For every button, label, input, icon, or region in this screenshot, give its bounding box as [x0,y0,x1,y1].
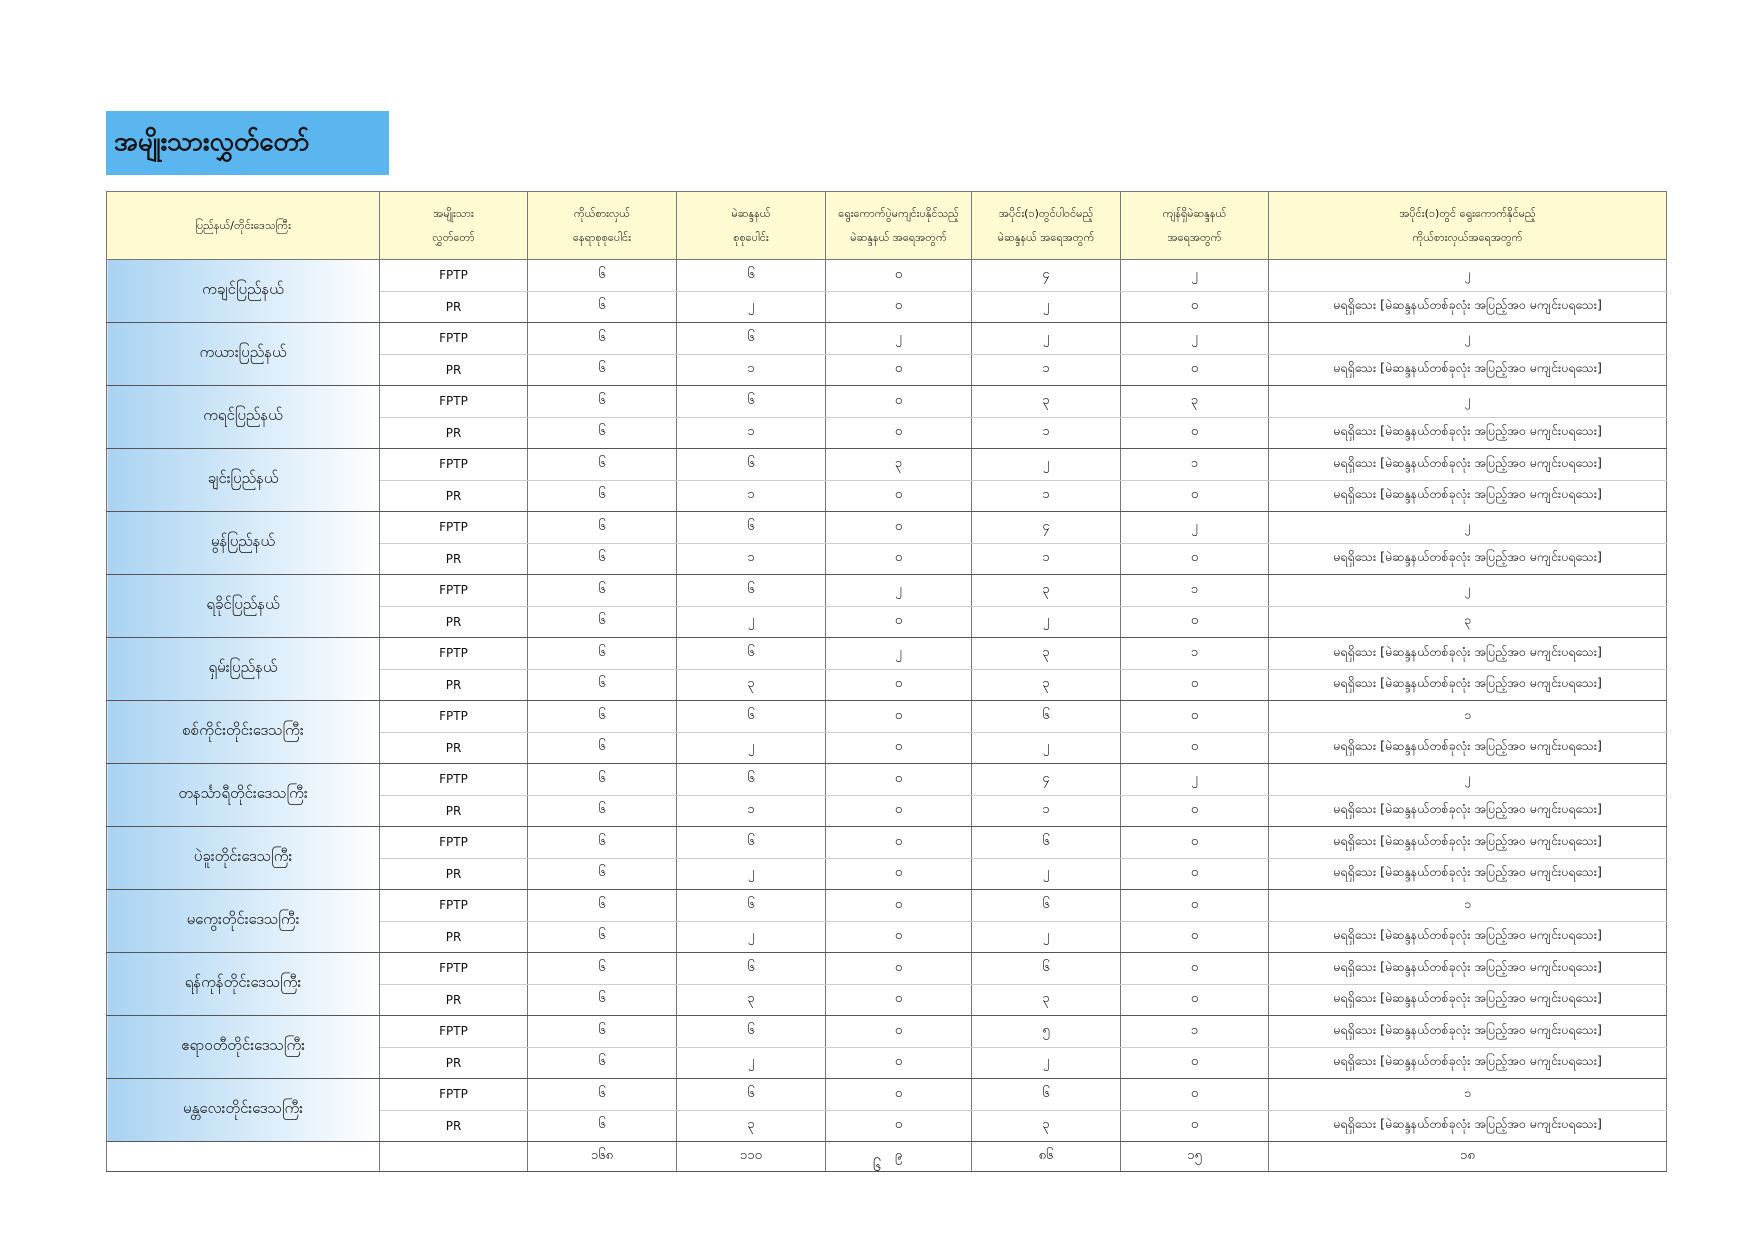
table-cell: ၆ [677,953,826,985]
table-cell: ၆ [528,827,677,859]
table-cell: ၀ [1121,291,1269,323]
region-name: ချင်းပြည်နယ် [107,449,380,512]
table-cell: ၆ [528,449,677,481]
table-cell: ၆ [528,921,677,953]
table-row [107,890,1667,922]
region-name: ကချင်ပြည်နယ် [107,260,380,323]
table-cell: ၆ [528,953,677,985]
table-cell: ၀ [1121,953,1269,985]
column-header-line: ကျန်ရှိမဲဆန္ဒနယ် [1162,206,1227,220]
table-cell: ၆ [528,984,677,1016]
table-cell: ၄ [972,764,1121,796]
column-header-line: အပိုင်း(၁)တွင် ရွေးကောက်နိုင်မည့် [1399,206,1536,220]
seats-remark: ၂ [1269,575,1667,607]
table-cell: ၂ [972,858,1121,890]
column-header-line: အပိုင်း(၁)တွင်ပါဝင်မည့် [998,206,1094,220]
table-cell: ၃ [972,386,1121,418]
table-cell: ၃ [677,669,826,701]
table-cell: ၀ [1121,827,1269,859]
electoral-system: FPTP [380,701,528,733]
table-row [107,575,1667,607]
table-cell: ၂ [1121,764,1269,796]
table-cell: ၂ [826,638,972,670]
column-header [107,192,380,260]
table-cell: ၆ [972,890,1121,922]
table-cell: ၆ [528,732,677,764]
table-cell: ၆ [972,701,1121,733]
table-cell: ၆ [677,890,826,922]
table-cell: ၆ [677,386,826,418]
table-cell: ၆ [528,354,677,386]
seats-remark: မရရှိသေး [မဲဆန္ဒနယ်တစ်ခုလုံး အပြည့်အဝ မကျင်းပရသေး] [1269,984,1667,1016]
table-cell: ၀ [826,858,972,890]
column-header-line: မဲဆန္ဒနယ် [731,206,771,220]
table-cell: ၀ [1121,984,1269,1016]
table-cell: ၁ [972,795,1121,827]
table-cell: ၂ [972,1047,1121,1079]
table-cell: ၀ [1121,606,1269,638]
constituency-table [106,191,1667,1172]
table-cell: ၀ [1121,1047,1269,1079]
table-cell: ၆ [677,638,826,670]
table-cell: ၀ [1121,732,1269,764]
table-cell: ၂ [826,575,972,607]
total-cell: ၁၆၈ [528,1142,677,1172]
table-cell: ၆ [528,260,677,292]
table-cell: ၁ [972,480,1121,512]
table-cell: ၁ [972,543,1121,575]
table-cell: ၃ [677,984,826,1016]
seats-remark: ၂ [1269,260,1667,292]
table-cell: ၀ [826,1016,972,1048]
table-cell: ၆ [677,323,826,355]
table-cell: ၆ [528,701,677,733]
table-row [107,764,1667,796]
table-cell: ၅ [972,1016,1121,1048]
table-cell: ၃ [826,449,972,481]
table-body [107,260,1667,1172]
electoral-system: FPTP [380,638,528,670]
electoral-system: PR [380,606,528,638]
table-cell: ၆ [528,890,677,922]
table-row [107,449,1667,481]
table-cell: ၁ [677,795,826,827]
seats-remark: မရရှိသေး [မဲဆန္ဒနယ်တစ်ခုလုံး အပြည့်အဝ မကျင်းပရသေး] [1269,543,1667,575]
table-cell: ၃ [972,575,1121,607]
region-name: ကရင်ပြည်နယ် [107,386,380,449]
table-cell: ၁ [677,417,826,449]
table-cell: ၂ [972,732,1121,764]
table-cell: ၆ [528,764,677,796]
table-cell: ၀ [826,386,972,418]
table-cell: ၆ [528,1110,677,1142]
table-cell: ၂ [1121,260,1269,292]
total-cell: ၁၈ [1269,1142,1667,1172]
column-header-line: ကိုယ်စားလှယ် [574,206,630,220]
table-cell: ၀ [1121,921,1269,953]
electoral-system: PR [380,480,528,512]
electoral-system: FPTP [380,449,528,481]
seats-remark: မရရှိသေး [မဲဆန္ဒနယ်တစ်ခုလုံး အပြည့်အဝ မကျင်းပရသေး] [1269,669,1667,701]
total-cell: ၁၅ [1121,1142,1269,1172]
seats-remark: မရရှိသေး [မဲဆန္ဒနယ်တစ်ခုလုံး အပြည့်အဝ မကျင်းပရသေး] [1269,449,1667,481]
table-cell: ၆ [972,827,1121,859]
table-cell: ၂ [677,732,826,764]
table-cell: ၆ [677,512,826,544]
table-row [107,701,1667,733]
table-cell: ၆ [528,669,677,701]
seats-remark: မရရှိသေး [မဲဆန္ဒနယ်တစ်ခုလုံး အပြည့်အဝ မကျင်းပရသေး] [1269,732,1667,764]
region-name: ပဲခူးတိုင်းဒေသကြီး [107,827,380,890]
column-header [1121,192,1269,260]
table-cell: ၀ [1121,1110,1269,1142]
table-cell: ၆ [528,606,677,638]
table-cell: ၀ [826,1110,972,1142]
total-cell: ၁၁၀ [677,1142,826,1172]
electoral-system: PR [380,858,528,890]
seats-remark: မရရှိသေး [မဲဆန္ဒနယ်တစ်ခုလုံး အပြည့်အဝ မကျင်းပရသေး] [1269,921,1667,953]
seats-remark: ၃ [1269,606,1667,638]
table-cell: ၆ [528,417,677,449]
electoral-system: PR [380,921,528,953]
table-cell: ၀ [826,1079,972,1111]
table-cell: ၀ [1121,669,1269,701]
table-row [107,1016,1667,1048]
seats-remark: မရရှိသေး [မဲဆန္ဒနယ်တစ်ခုလုံး အပြည့်အဝ မကျင်းပရသေး] [1269,795,1667,827]
electoral-system: FPTP [380,827,528,859]
table-cell: ၃ [972,638,1121,670]
region-name: မကွေးတိုင်းဒေသကြီး [107,890,380,953]
table-cell: ၂ [677,606,826,638]
table-cell: ၃ [972,984,1121,1016]
table-cell: ၃ [1121,386,1269,418]
electoral-system: FPTP [380,575,528,607]
electoral-system: PR [380,1047,528,1079]
table-cell: ၀ [826,417,972,449]
table-cell: ၀ [1121,795,1269,827]
electoral-system: FPTP [380,323,528,355]
table-cell: ၁ [972,417,1121,449]
electoral-system: FPTP [380,512,528,544]
electoral-system: PR [380,543,528,575]
table-cell: ၀ [826,543,972,575]
electoral-system: FPTP [380,764,528,796]
electoral-system: FPTP [380,890,528,922]
seats-remark: ၂ [1269,323,1667,355]
page-number: ၆ [872,1157,882,1175]
seats-remark: မရရှိသေး [မဲဆန္ဒနယ်တစ်ခုလုံး အပြည့်အဝ မကျင်းပရသေး] [1269,291,1667,323]
table-cell: ၄ [972,260,1121,292]
table-cell: ၀ [826,1047,972,1079]
seats-remark: ၁ [1269,890,1667,922]
table-cell: ၀ [1121,417,1269,449]
electoral-system: PR [380,984,528,1016]
table-cell: ၂ [677,1047,826,1079]
table-row [107,512,1667,544]
table-cell: ၀ [1121,543,1269,575]
table-cell: ၆ [677,827,826,859]
table-cell: ၀ [826,354,972,386]
seats-remark: မရရှိသေး [မဲဆန္ဒနယ်တစ်ခုလုံး အပြည့်အဝ မကျင်းပရသေး] [1269,953,1667,985]
column-header-line: အမျိုးသား [433,206,474,220]
column-header-line: မဲဆန္ဒနယ် အရေအတွက် [850,230,947,244]
table-cell: ၀ [826,921,972,953]
table-cell: ၆ [528,512,677,544]
table-cell: ၆ [677,449,826,481]
electoral-system: PR [380,795,528,827]
table-cell: ၂ [972,606,1121,638]
column-header-line: နေရာစုစုပေါင်း [573,230,631,244]
table-cell: ၀ [826,764,972,796]
table-cell: ၆ [528,1016,677,1048]
column-header [528,192,677,260]
seats-remark: မရရှိသေး [မဲဆန္ဒနယ်တစ်ခုလုံး အပြည့်အဝ မကျင်းပရသေး] [1269,1016,1667,1048]
table-cell: ၁ [1121,575,1269,607]
table-cell: ၆ [677,575,826,607]
region-name: စစ်ကိုင်းတိုင်းဒေသကြီး [107,701,380,764]
table-cell: ၀ [1121,480,1269,512]
table-cell: ၁ [677,480,826,512]
table-cell: ၀ [826,669,972,701]
table-cell: ၆ [528,543,677,575]
total-cell: ၉ [826,1142,972,1172]
table-row [107,260,1667,292]
seats-remark: မရရှိသေး [မဲဆန္ဒနယ်တစ်ခုလုံး အပြည့်အဝ မကျင်းပရသေး] [1269,1110,1667,1142]
table-cell: ၃ [972,1110,1121,1142]
table-cell: ၀ [1121,701,1269,733]
region-name: ကယားပြည်နယ် [107,323,380,386]
electoral-system: PR [380,1110,528,1142]
electoral-system: FPTP [380,386,528,418]
seats-remark: ၁ [1269,701,1667,733]
column-header-line: ရွေးကောက်ပွဲမကျင်းပနိုင်သည့် [838,206,959,220]
table-cell: ၆ [972,1079,1121,1111]
table-cell: ၀ [1121,890,1269,922]
table-cell: ၀ [826,291,972,323]
table-cell: ၀ [826,890,972,922]
table-cell: ၆ [528,1079,677,1111]
table-cell: ၂ [972,291,1121,323]
table-row [107,638,1667,670]
table-cell: ၀ [1121,858,1269,890]
table-cell: ၆ [528,323,677,355]
electoral-system: FPTP [380,260,528,292]
table-cell: ၀ [826,260,972,292]
electoral-system: PR [380,417,528,449]
table-cell: ၄ [972,512,1121,544]
electoral-system: PR [380,354,528,386]
table-cell: ၀ [826,512,972,544]
column-header [1269,192,1667,260]
seats-remark: မရရှိသေး [မဲဆန္ဒနယ်တစ်ခုလုံး အပြည့်အဝ မကျင်းပရသေး] [1269,354,1667,386]
table-cell: ၁ [972,354,1121,386]
table-cell: ၆ [528,638,677,670]
table-cell: ၆ [528,575,677,607]
seats-remark: မရရှိသေး [မဲဆန္ဒနယ်တစ်ခုလုံး အပြည့်အဝ မကျင်းပရသေး] [1269,858,1667,890]
electoral-system: PR [380,732,528,764]
table-cell: ၁ [677,354,826,386]
table-cell: ၆ [677,764,826,796]
seats-remark: ၂ [1269,512,1667,544]
column-header [972,192,1121,260]
table-cell: ၆ [972,953,1121,985]
table-row [107,827,1667,859]
table-cell: ၂ [1121,512,1269,544]
table-cell: ၆ [528,795,677,827]
table-cell: ၀ [826,732,972,764]
table-cell: ၂ [972,921,1121,953]
table-cell: ၂ [972,449,1121,481]
seats-remark: မရရှိသေး [မဲဆန္ဒနယ်တစ်ခုလုံး အပြည့်အဝ မကျင်းပရသေး] [1269,1047,1667,1079]
table-cell: ၁ [677,543,826,575]
region-name: ဧရာဝတီတိုင်းဒေသကြီး [107,1016,380,1079]
column-header-line: ကိုယ်စားလှယ်အရေအတွက် [1412,230,1523,244]
table-cell: ၆ [677,701,826,733]
table-cell: ၁ [1121,449,1269,481]
seats-remark: မရရှိသေး [မဲဆန္ဒနယ်တစ်ခုလုံး အပြည့်အဝ မကျင်းပရသေး] [1269,480,1667,512]
table-cell: ၁ [1121,1016,1269,1048]
table-cell: ၆ [528,386,677,418]
table-cell: ၂ [972,323,1121,355]
table-cell: ၂ [826,323,972,355]
column-header-line: ပြည်နယ်/တိုင်းဒေသကြီး [195,218,291,232]
column-header-line: မဲဆန္ဒနယ် အရေအတွက် [997,230,1095,244]
region-name: တနင်္သာရီတိုင်းဒေသကြီး [107,764,380,827]
region-name: ရခိုင်ပြည်နယ် [107,575,380,638]
region-name: ရန်ကုန်တိုင်းဒေသကြီး [107,953,380,1016]
table-cell: ၆ [677,1079,826,1111]
table-cell: ၆ [677,1016,826,1048]
column-header-line: အရေအတွက် [1167,230,1222,244]
seats-remark: ၂ [1269,764,1667,796]
table-row [107,1079,1667,1111]
seats-remark: ၁ [1269,1079,1667,1111]
table-cell: ၀ [826,701,972,733]
table-cell: ၆ [528,858,677,890]
table-cell: ၂ [677,858,826,890]
column-header [380,192,528,260]
seats-remark: မရရှိသေး [မဲဆန္ဒနယ်တစ်ခုလုံး အပြည့်အဝ မကျင်းပရသေး] [1269,638,1667,670]
electoral-system: FPTP [380,1079,528,1111]
seats-remark: ၂ [1269,386,1667,418]
table-cell: ၃ [677,1110,826,1142]
page-title: အမျိုးသားလွှတ်တော် [106,111,389,175]
table-cell: ၆ [528,1047,677,1079]
table-cell: ၆ [528,480,677,512]
table-cell: ၀ [826,480,972,512]
table-cell: ၀ [826,984,972,1016]
table-cell: ၀ [1121,1079,1269,1111]
table-cell: ၆ [677,260,826,292]
table-cell: ၀ [826,827,972,859]
electoral-system: PR [380,291,528,323]
table-cell: ၃ [972,669,1121,701]
table-header-row [107,192,1667,260]
electoral-system: FPTP [380,1016,528,1048]
table-cell: ၀ [826,953,972,985]
seats-remark: မရရှိသေး [မဲဆန္ဒနယ်တစ်ခုလုံး အပြည့်အဝ မကျင်းပရသေး] [1269,417,1667,449]
table-row [107,953,1667,985]
column-header-line: လွှတ်တော် [432,230,475,244]
column-header-line: စုစုပေါင်း [733,230,769,244]
table-cell: ၂ [677,291,826,323]
table-cell: ၀ [826,795,972,827]
region-name: မွန်ပြည်နယ် [107,512,380,575]
electoral-system: PR [380,669,528,701]
table-cell: ၀ [1121,354,1269,386]
column-header [826,192,972,260]
table-cell: ၆ [528,291,677,323]
total-cell: ၈၆ [972,1142,1121,1172]
table-row [107,386,1667,418]
column-header [677,192,826,260]
table-cell: ၂ [1121,323,1269,355]
table-cell: ၂ [677,921,826,953]
table-row [107,323,1667,355]
region-name: ရှမ်းပြည်နယ် [107,638,380,701]
region-name: မန္တလေးတိုင်းဒေသကြီး [107,1079,380,1142]
electoral-system: FPTP [380,953,528,985]
table-cell: ၁ [1121,638,1269,670]
table-cell: ၀ [826,606,972,638]
seats-remark: မရရှိသေး [မဲဆန္ဒနယ်တစ်ခုလုံး အပြည့်အဝ မကျင်းပရသေး] [1269,827,1667,859]
